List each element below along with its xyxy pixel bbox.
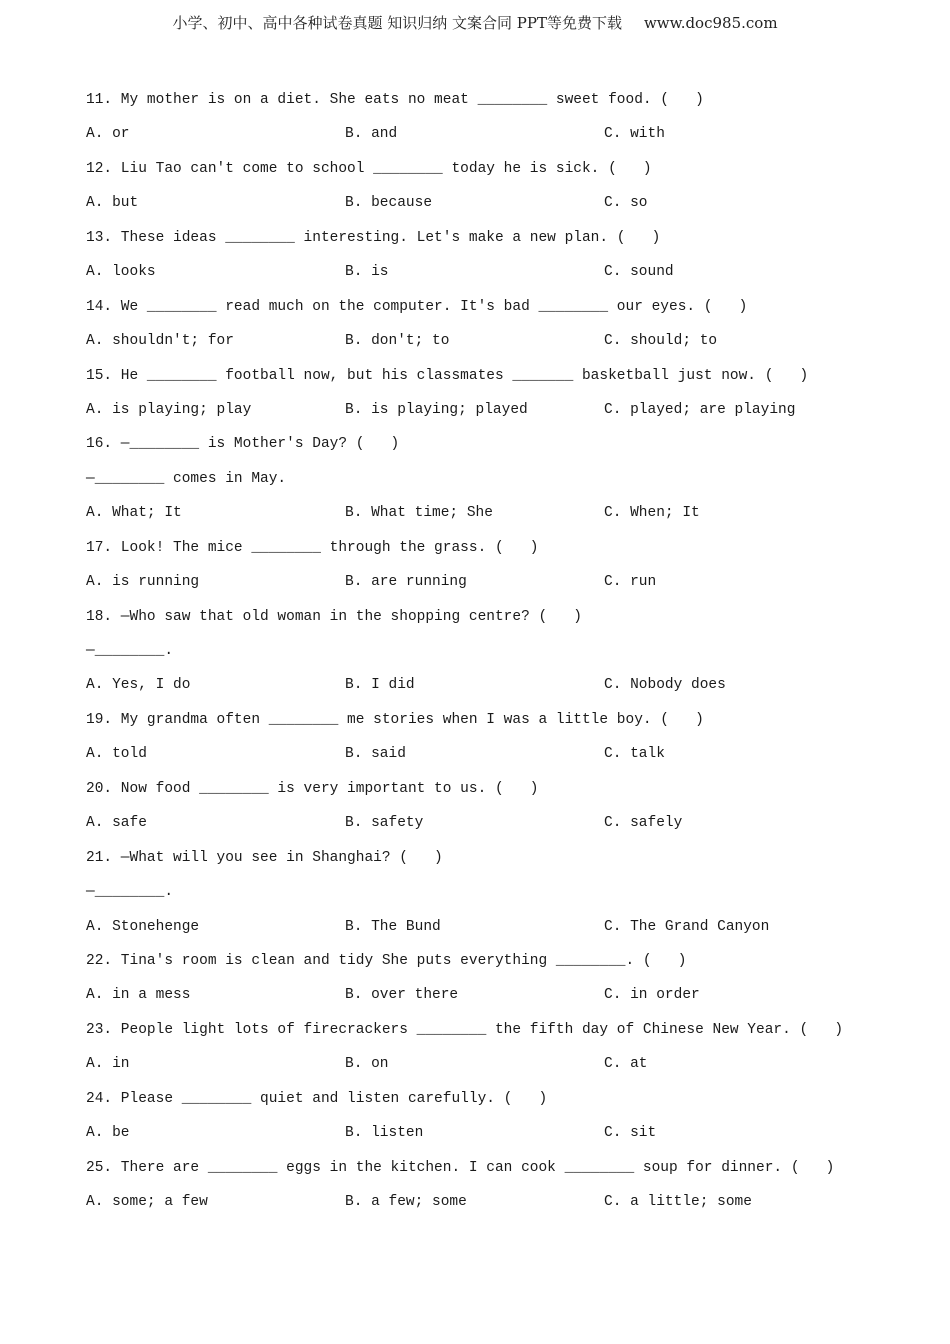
question-text: 12. Liu Tao can't come to school ________ today he is sick. ( ) xyxy=(86,160,652,177)
option-b: B. is playing; played xyxy=(345,401,528,418)
answer-options xyxy=(86,123,906,157)
question-text: 22. Tina's room is clean and tidy She puts everything ________. ( ) xyxy=(86,952,687,969)
option-b: B. is xyxy=(345,264,389,281)
option-b: B. What time; She xyxy=(345,505,493,522)
option-c: C. so xyxy=(604,195,648,212)
option-b: B. don't; to xyxy=(345,333,450,350)
question-item xyxy=(86,709,906,778)
option-b: B. on xyxy=(345,1056,389,1073)
option-a: A. is playing; play xyxy=(86,401,252,418)
question-list xyxy=(86,89,906,1225)
question-dialogue-line: —________ comes in May. xyxy=(86,470,287,487)
question-text: 13. These ideas ________ interesting. Let's make a new plan. ( ) xyxy=(86,229,661,246)
question-item xyxy=(86,158,906,227)
option-a: A. some; a few xyxy=(86,1194,208,1210)
question-item xyxy=(86,433,906,536)
option-b: B. said xyxy=(345,746,406,763)
question-item xyxy=(86,1088,906,1157)
option-a: A. or xyxy=(86,126,130,143)
question-text: 14. We ________ read much on the computer. It's bad ________ our eyes. ( ) xyxy=(86,298,748,315)
option-a: A. in xyxy=(86,1056,130,1073)
question-item xyxy=(86,227,906,296)
question-text: 20. Now food ________ is very important to us. ( ) xyxy=(86,780,539,797)
question-text: 23. People light lots of firecrackers ________ the fifth day of Chinese New Year. ( ) xyxy=(86,1021,844,1038)
option-c: C. with xyxy=(604,126,665,143)
question-dialogue-line: —________. xyxy=(86,643,174,659)
question-item xyxy=(86,1157,906,1226)
question-item xyxy=(86,950,906,1019)
option-a: A. is running xyxy=(86,574,200,591)
option-a: A. looks xyxy=(86,264,156,281)
option-b: B. and xyxy=(345,126,398,143)
question-text: 18. —Who saw that old woman in the shopping centre? ( ) xyxy=(86,608,582,625)
option-b: B. I did xyxy=(345,677,415,694)
option-b: B. listen xyxy=(345,1125,424,1142)
option-c: C. When; It xyxy=(604,505,700,522)
answer-options xyxy=(86,1053,906,1087)
option-c: C. played; are playing xyxy=(604,401,796,418)
question-text: 25. There are ________ eggs in the kitchen. I can cook ________ soup for dinner. ( ) xyxy=(86,1159,835,1176)
answer-options xyxy=(86,571,906,605)
option-a: A. told xyxy=(86,746,147,763)
option-a: A. shouldn't; for xyxy=(86,333,234,350)
answer-options xyxy=(86,1122,906,1156)
option-b: B. are running xyxy=(345,574,467,591)
question-item xyxy=(86,296,906,365)
question-item xyxy=(86,1019,906,1088)
question-text: 15. He ________ football now, but his classmates _______ basketball just now. ( ) xyxy=(86,367,809,384)
option-c: C. talk xyxy=(604,746,665,763)
option-a: A. safe xyxy=(86,815,147,832)
question-item xyxy=(86,89,906,158)
question-item xyxy=(86,847,906,950)
option-a: A. Stonehenge xyxy=(86,918,200,935)
option-c: C. safely xyxy=(604,815,683,832)
question-text: 19. My grandma often ________ me stories when I was a little boy. ( ) xyxy=(86,711,704,728)
question-item xyxy=(86,606,906,709)
answer-options xyxy=(86,916,906,950)
answer-options xyxy=(86,812,906,846)
answer-options xyxy=(86,192,906,226)
option-c: C. at xyxy=(604,1056,648,1073)
option-c: C. should; to xyxy=(604,333,718,350)
option-b: B. because xyxy=(345,195,433,212)
answer-options xyxy=(86,502,906,536)
answer-options xyxy=(86,261,906,295)
option-a: A. Yes, I do xyxy=(86,677,191,694)
page-header xyxy=(0,12,950,33)
header-title: 小学、初中、高中各种试卷真题 知识归纳 文案合同 PPT等免费下载 xyxy=(172,14,622,32)
question-text: 17. Look! The mice ________ through the grass. ( ) xyxy=(86,539,539,556)
question-dialogue-line: —________. xyxy=(86,884,174,901)
option-c: C. Nobody does xyxy=(604,677,726,694)
question-item xyxy=(86,537,906,606)
option-b: B. over there xyxy=(345,987,459,1004)
option-a: A. in a mess xyxy=(86,987,191,1004)
answer-options xyxy=(86,1191,906,1225)
option-a: A. but xyxy=(86,195,139,212)
answer-options xyxy=(86,399,906,433)
option-b: B. The Bund xyxy=(345,918,441,935)
question-text: 11. My mother is on a diet. She eats no meat ________ sweet food. ( ) xyxy=(86,92,704,108)
option-c: C. in order xyxy=(604,987,700,1004)
option-c: C. The Grand Canyon xyxy=(604,918,770,935)
question-text: 24. Please ________ quiet and listen carefully. ( ) xyxy=(86,1090,548,1107)
question-item xyxy=(86,365,906,434)
question-item xyxy=(86,778,906,847)
answer-options xyxy=(86,330,906,364)
option-b: B. safety xyxy=(345,815,424,832)
answer-options xyxy=(86,743,906,777)
answer-options xyxy=(86,984,906,1018)
option-a: A. What; It xyxy=(86,505,182,522)
question-text: 16. —________ is Mother's Day? ( ) xyxy=(86,436,400,453)
header-site[interactable]: www.doc985.com xyxy=(643,14,778,32)
answer-options xyxy=(86,674,906,708)
option-c: C. a little; some xyxy=(604,1194,752,1210)
option-a: A. be xyxy=(86,1125,130,1142)
option-c: C. run xyxy=(604,574,657,591)
option-c: C. sound xyxy=(604,264,674,281)
question-text: 21. —What will you see in Shanghai? ( ) xyxy=(86,849,443,866)
option-c: C. sit xyxy=(604,1125,657,1142)
option-b: B. a few; some xyxy=(345,1194,467,1210)
